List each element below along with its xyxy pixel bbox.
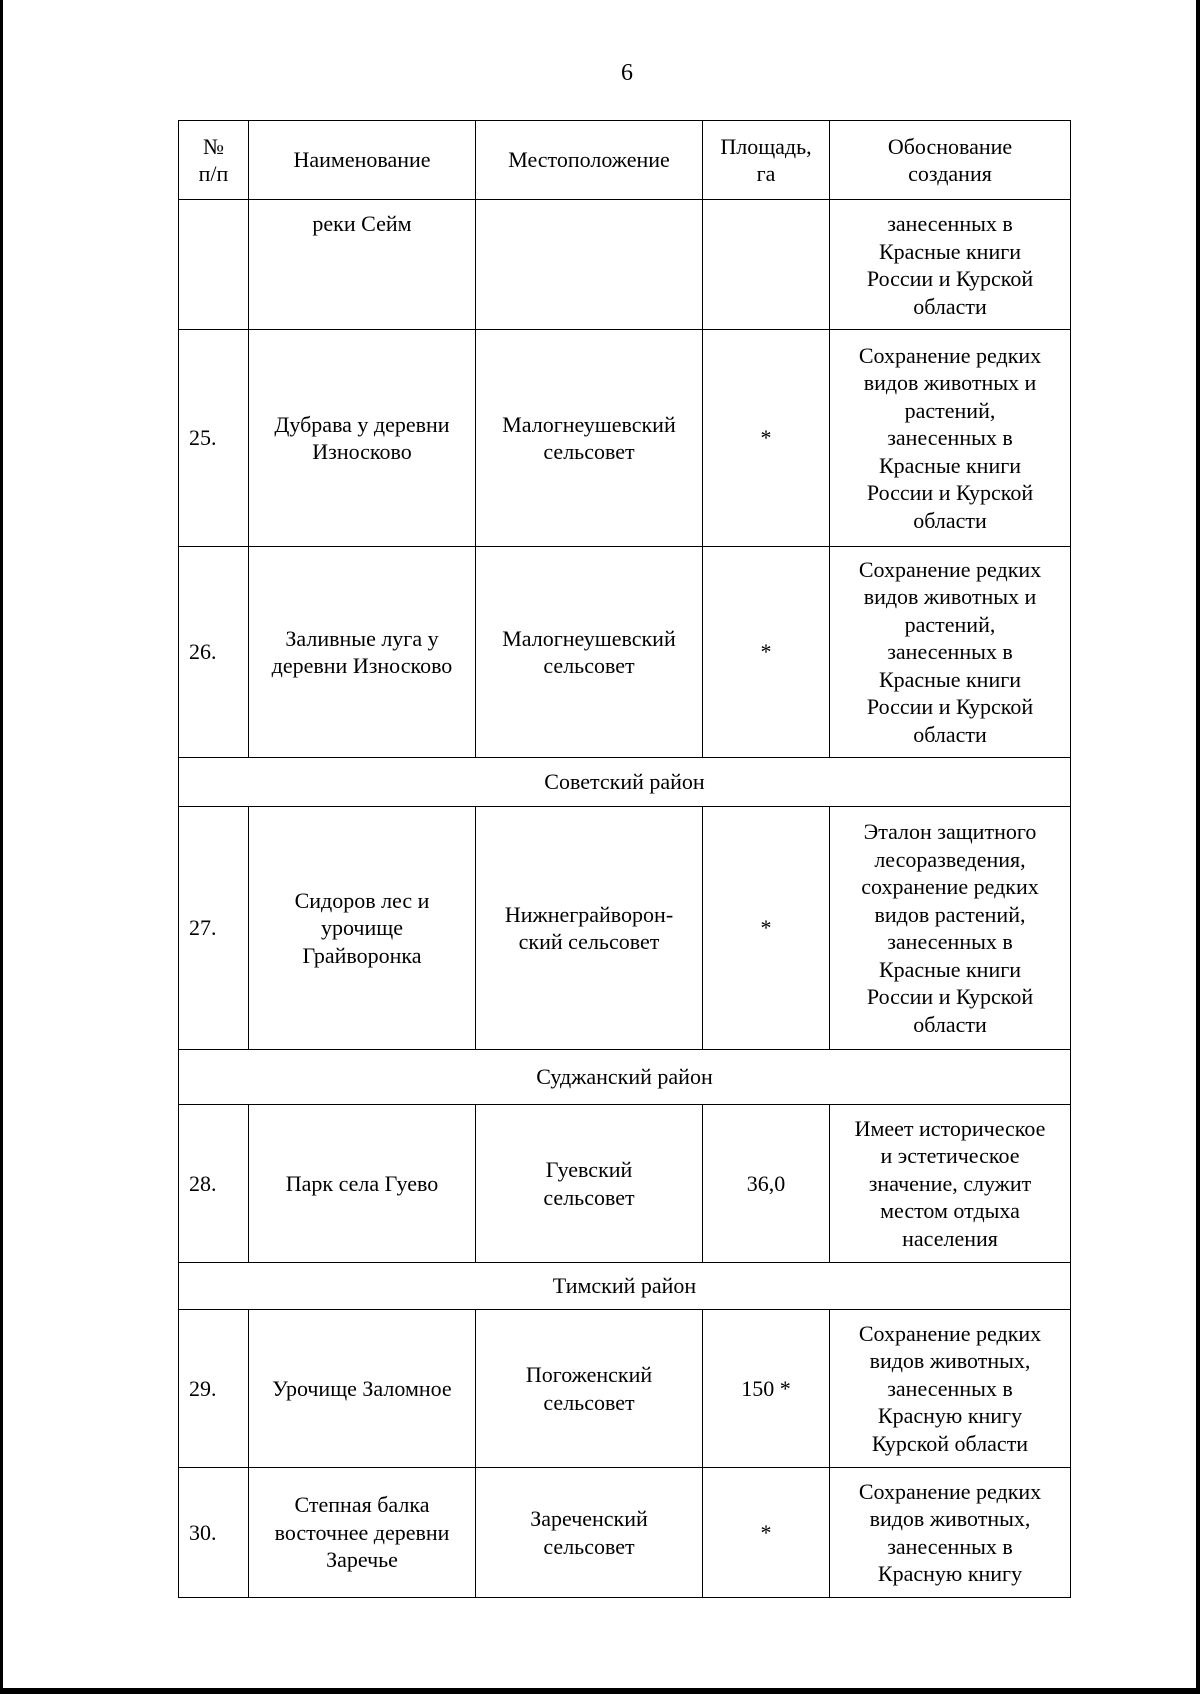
cell-area bbox=[703, 330, 830, 547]
cell-area-text: * bbox=[760, 1519, 772, 1545]
table-row bbox=[179, 1468, 1071, 1598]
cell-name bbox=[249, 330, 476, 547]
header-name bbox=[249, 121, 476, 200]
header-location-text: Местоположение bbox=[508, 147, 670, 173]
cell-name bbox=[249, 807, 476, 1050]
cell-location bbox=[476, 330, 703, 547]
table-row bbox=[179, 547, 1071, 758]
cell-area bbox=[703, 1310, 830, 1468]
cell-location bbox=[476, 1310, 703, 1468]
cell-name-text: Заливные луга у деревни Износково bbox=[271, 625, 453, 678]
cell-area-text: 36,0 bbox=[746, 1170, 786, 1196]
cell-basis bbox=[830, 1468, 1071, 1598]
cell-basis bbox=[830, 1310, 1071, 1468]
table-row-continuation bbox=[179, 200, 1071, 330]
cell-location-text: Малогнеушевский сельсовет bbox=[502, 411, 676, 464]
cell-area bbox=[703, 547, 830, 758]
cell-basis bbox=[830, 330, 1071, 547]
cell-location-text: Нижнеграйворон- ский сельсовет bbox=[504, 901, 674, 954]
section-heading-text: Советский район bbox=[544, 769, 705, 795]
header-location bbox=[476, 121, 703, 200]
cell-area bbox=[703, 1105, 830, 1263]
cell-location bbox=[476, 1468, 703, 1598]
cell-name-text: Парк села Гуево bbox=[285, 1170, 439, 1196]
section-heading bbox=[179, 758, 1071, 807]
cell-num-text: 26. bbox=[189, 639, 217, 665]
table-row bbox=[179, 1105, 1071, 1263]
header-basis bbox=[830, 121, 1071, 200]
section-heading-text: Тимский район bbox=[552, 1273, 697, 1299]
cell-name-text: реки Сейм bbox=[312, 211, 412, 236]
cell-area-text: * bbox=[760, 425, 772, 451]
section-heading bbox=[179, 1050, 1071, 1105]
cell-num bbox=[179, 807, 249, 1050]
cell-name-text: Урочище Заломное bbox=[272, 1375, 452, 1401]
cell-location bbox=[476, 200, 703, 330]
section-heading-text: Суджанский район bbox=[536, 1064, 713, 1090]
cell-basis bbox=[830, 1105, 1071, 1263]
cell-name-text: Степная балка восточнее деревни Заречье bbox=[274, 1492, 450, 1573]
section-row-timsky bbox=[179, 1263, 1071, 1310]
cell-area-text: * bbox=[760, 639, 772, 665]
cell-basis-text: Сохранение редких видов животных и растений, занесенных в Красные книги России и Курской области bbox=[858, 556, 1042, 747]
cell-area-text: 150 * bbox=[741, 1375, 791, 1401]
cell-basis-text: Имеет историческое и эстетическое значение, служит местом отдыха населения bbox=[854, 1115, 1046, 1251]
table-row bbox=[179, 1310, 1071, 1468]
cell-num-text: 27. bbox=[189, 915, 217, 941]
cell-location-text: Погоженский сельсовет bbox=[525, 1362, 653, 1415]
cell-num-text: 30. bbox=[189, 1519, 217, 1545]
cell-num bbox=[179, 1105, 249, 1263]
cell-num bbox=[179, 200, 249, 330]
section-row-sudzhansky bbox=[179, 1050, 1071, 1105]
scan-border-bottom bbox=[0, 1688, 1200, 1694]
cell-name bbox=[249, 1310, 476, 1468]
cell-num bbox=[179, 1468, 249, 1598]
page-number: 6 bbox=[621, 60, 633, 86]
header-num-text: № п/п bbox=[198, 133, 229, 186]
protected-areas-table bbox=[178, 120, 1071, 1598]
header-area-text: Площадь, га bbox=[720, 133, 812, 186]
cell-location bbox=[476, 1105, 703, 1263]
table-header-row bbox=[179, 121, 1071, 200]
cell-num-text: 29. bbox=[189, 1375, 217, 1401]
cell-basis-text: Сохранение редких видов животных, занесенных в Красную книгу Курской области bbox=[858, 1320, 1042, 1456]
cell-name bbox=[249, 547, 476, 758]
header-num bbox=[179, 121, 249, 200]
header-name-text: Наименование bbox=[293, 147, 431, 173]
cell-location-text: Зареченский сельсовет bbox=[530, 1506, 648, 1559]
cell-area bbox=[703, 1468, 830, 1598]
cell-name bbox=[249, 200, 476, 330]
cell-basis-text: занесенных в Красные книги России и Курской области bbox=[866, 211, 1034, 319]
cell-num-text: 25. bbox=[189, 425, 217, 451]
cell-basis-text: Сохранение редких видов животных, занесенных в Красную книгу bbox=[858, 1478, 1042, 1586]
header-area bbox=[703, 121, 830, 200]
cell-name bbox=[249, 1105, 476, 1263]
cell-area bbox=[703, 200, 830, 330]
cell-num bbox=[179, 1310, 249, 1468]
section-row-sovetsky bbox=[179, 758, 1071, 807]
cell-basis-text: Эталон защитного лесоразведения, сохранение редких видов растений, занесенных в Красные книги России и Курской области bbox=[861, 819, 1039, 1037]
cell-name-text: Сидоров лес и урочище Грайворонка bbox=[294, 887, 430, 968]
cell-area-text: * bbox=[760, 915, 772, 941]
cell-num bbox=[179, 547, 249, 758]
cell-location bbox=[476, 547, 703, 758]
cell-name-text: Дубрава у деревни Износково bbox=[274, 411, 450, 464]
header-basis-text: Обоснование создания bbox=[887, 133, 1013, 186]
scan-border-left bbox=[0, 0, 3, 1694]
cell-location bbox=[476, 807, 703, 1050]
cell-name bbox=[249, 1468, 476, 1598]
cell-location-text: Малогнеушевский сельсовет bbox=[502, 625, 676, 678]
cell-num-text: 28. bbox=[189, 1170, 217, 1196]
section-heading bbox=[179, 1263, 1071, 1310]
cell-num bbox=[179, 330, 249, 547]
cell-area bbox=[703, 807, 830, 1050]
cell-basis bbox=[830, 547, 1071, 758]
cell-basis bbox=[830, 807, 1071, 1050]
cell-basis bbox=[830, 200, 1071, 330]
table-row bbox=[179, 807, 1071, 1050]
cell-location-text: Гуевский сельсовет bbox=[543, 1157, 635, 1210]
cell-basis-text: Сохранение редких видов животных и растений, занесенных в Красные книги России и Курской области bbox=[858, 342, 1042, 533]
table-row bbox=[179, 330, 1071, 547]
scan-border-right bbox=[1196, 0, 1200, 1694]
